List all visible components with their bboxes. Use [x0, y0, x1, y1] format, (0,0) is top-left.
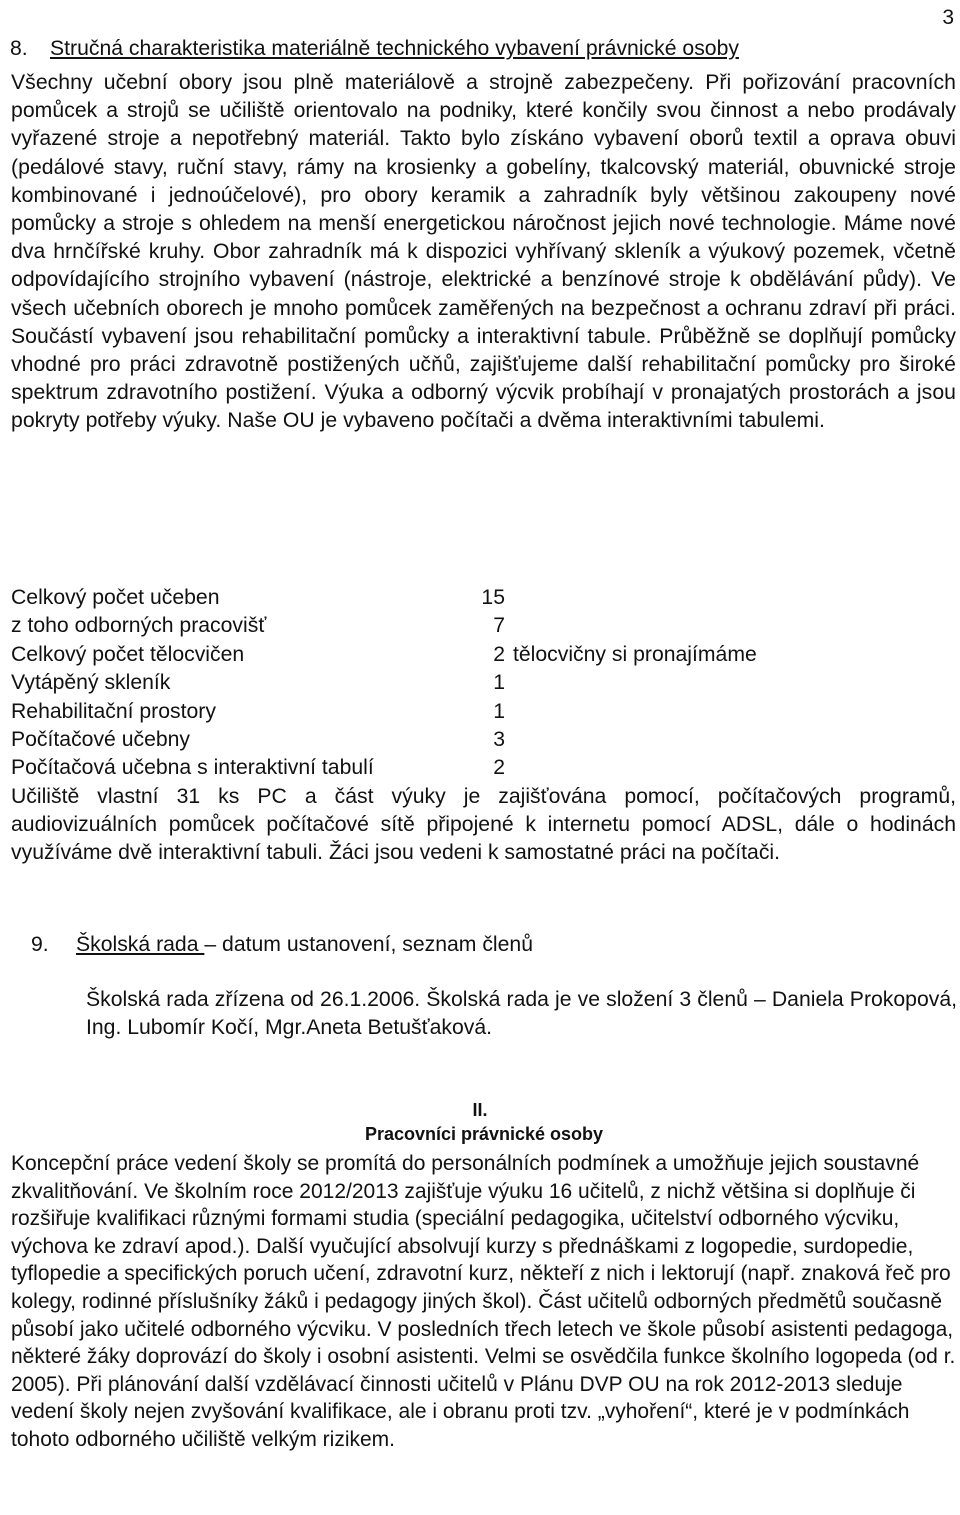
part-2-title: Pracovníci právnické osoby [364, 1124, 604, 1144]
facility-label: Celkový počet učeben [11, 586, 220, 609]
part-2-number: II. [472, 1100, 488, 1120]
facility-label: Rehabilitační prostory [11, 699, 216, 723]
section-9-title-suffix: – datum ustanovení, seznam členů [204, 933, 533, 956]
facility-row [11, 669, 951, 697]
facility-note: tělocvičny si pronajímáme [513, 642, 757, 666]
facility-label: Vytápěný skleník [11, 671, 171, 695]
section-9-heading [31, 933, 533, 957]
part-2-paragraph: Koncepční práce vedení školy se promítá do personálních podmínek a umožňuje jejich soustavné zkvalitňování. Ve školním roce 2012/2013 zajišťuje výuku 16 učitelů, z nichž většina si doplňuje či rozšiřuje kvalifikaci různými formami studia (speciální pedagogika, učitelství odborného výcviku, výchova ke zdraví apod.). Další vyučující absolvují kurzy s přednáškami z logopedie, surdopedie, tyflopedie a specifických poruch učení, zdravotní kurz, někteří z nich i lektorují (např. znaková řeč pro kolegy, rodinné příslušníky žáků i pedagogy jiných škol). Část učitelů odborných předmětů současně působí jako učitelé odborného výcviku. V posledních třech letech ve škole působí asistenti pedagoga, některé žáky doprovází do školy i osobní asistenti. Velmi se osvědčila funkce školního logopeda (od r. 2005). Při plánování další vzdělávací činnosti učitelů v Plánu DVP OU na rok 2012-2013 sleduje vedení školy nejen zvyšování kvalifikace, ale i obranu proti tzv. „vyhoření“, které je v podmínkách tohoto odborného učiliště velkým rizikem. [11, 1152, 956, 1451]
section-9-title: Školská rada [76, 933, 205, 956]
facility-label: Počítačová učebna s interaktivní tabulí [11, 756, 374, 780]
facilities-paragraph: Učiliště vlastní 31 ks PC a část výuky je zajišťována pomocí, počítačových programů, audiovizuálních pomůcek počítačové sítě připojené k internetu pomocí ADSL, dále o hodinách využíváme dvě interaktivní tabuli. Žáci jsou vedeni k samostatné práci na počítači. [11, 785, 956, 865]
page-number: 3 [942, 6, 954, 29]
facility-value: 1 [493, 699, 505, 723]
facility-row [11, 641, 951, 669]
facility-value: 2 [493, 642, 505, 666]
facility-row [11, 754, 951, 782]
facility-row [11, 612, 951, 640]
facility-value: 2 [493, 756, 505, 780]
facility-value: 15 [481, 586, 505, 609]
section-9-number: 9. [31, 933, 49, 956]
facility-label: Počítačové učebny [11, 727, 191, 751]
facility-label: z toho odborných pracovišť [11, 614, 267, 638]
facility-row [11, 698, 951, 726]
section-8-paragraph: Všechny učební obory jsou plně materiálově a strojně zabezpečeny. Při pořizování pracovních pomůcek a strojů se učiliště orientovalo na podniky, které končily svou činnost a nebo prodávaly vyřazené stroje a nepotřebný materiál. Takto bylo získáno vybavení oborů textil a oprava obuvi (pedálové stavy, ruční stavy, rámy na krosienky a gobelíny, tkalcovský materiál, obuvnické stroje kombinované i jednoúčelové), pro obory keramik a zahradník byly většinou zakoupeny nové pomůcky a stroje s ohledem na menší energetickou náročnost jejich nové technologie. Máme nové dva hrnčířské kruhy. Obor zahradník má k dispozici vyhřívaný skleník a výukový pozemek, včetně odpovídajícího strojního vybavení (nástroje, elektrické a benzínové stroje k obdělávání půdy). Ve všech učebních oborech je mnoho pomůcek zaměřených na bezpečnost a ochranu zdraví při práci. Součástí vybavení jsou rehabilitační pomůcky a interaktivní tabule. Průběžně se doplňují pomůcky vhodné pro práci zdravotně postižených učňů, zajišťujeme další rehabilitační pomůcky pro široké spektrum zdravotního postižení. Výuka a odborný výcvik probíhají v pronajatých prostorách a jsou pokryty potřeby výuky. Naše OU je vybaveno počítači a dvěma interaktivními tabulemi. [11, 71, 956, 433]
section-8-number: 8. [10, 37, 28, 60]
facility-value: 7 [493, 614, 505, 638]
facility-row [11, 726, 951, 754]
facility-value: 1 [493, 671, 505, 695]
facility-label: Celkový počet tělocvičen [11, 642, 245, 666]
section-8-heading [10, 37, 739, 61]
section-8-title: Stručná charakteristika materiálně technického vybavení právnické osoby [50, 37, 739, 60]
facilities-list [11, 584, 951, 783]
section-9-paragraph: Školská rada zřízena od 26.1.2006. Školská rada je ve složení 3 členů – Daniela Prokopová, Ing. Lubomír Kočí, Mgr.Aneta Betušťaková. [86, 988, 957, 1040]
facility-value: 3 [493, 727, 505, 751]
facility-row [11, 584, 951, 612]
